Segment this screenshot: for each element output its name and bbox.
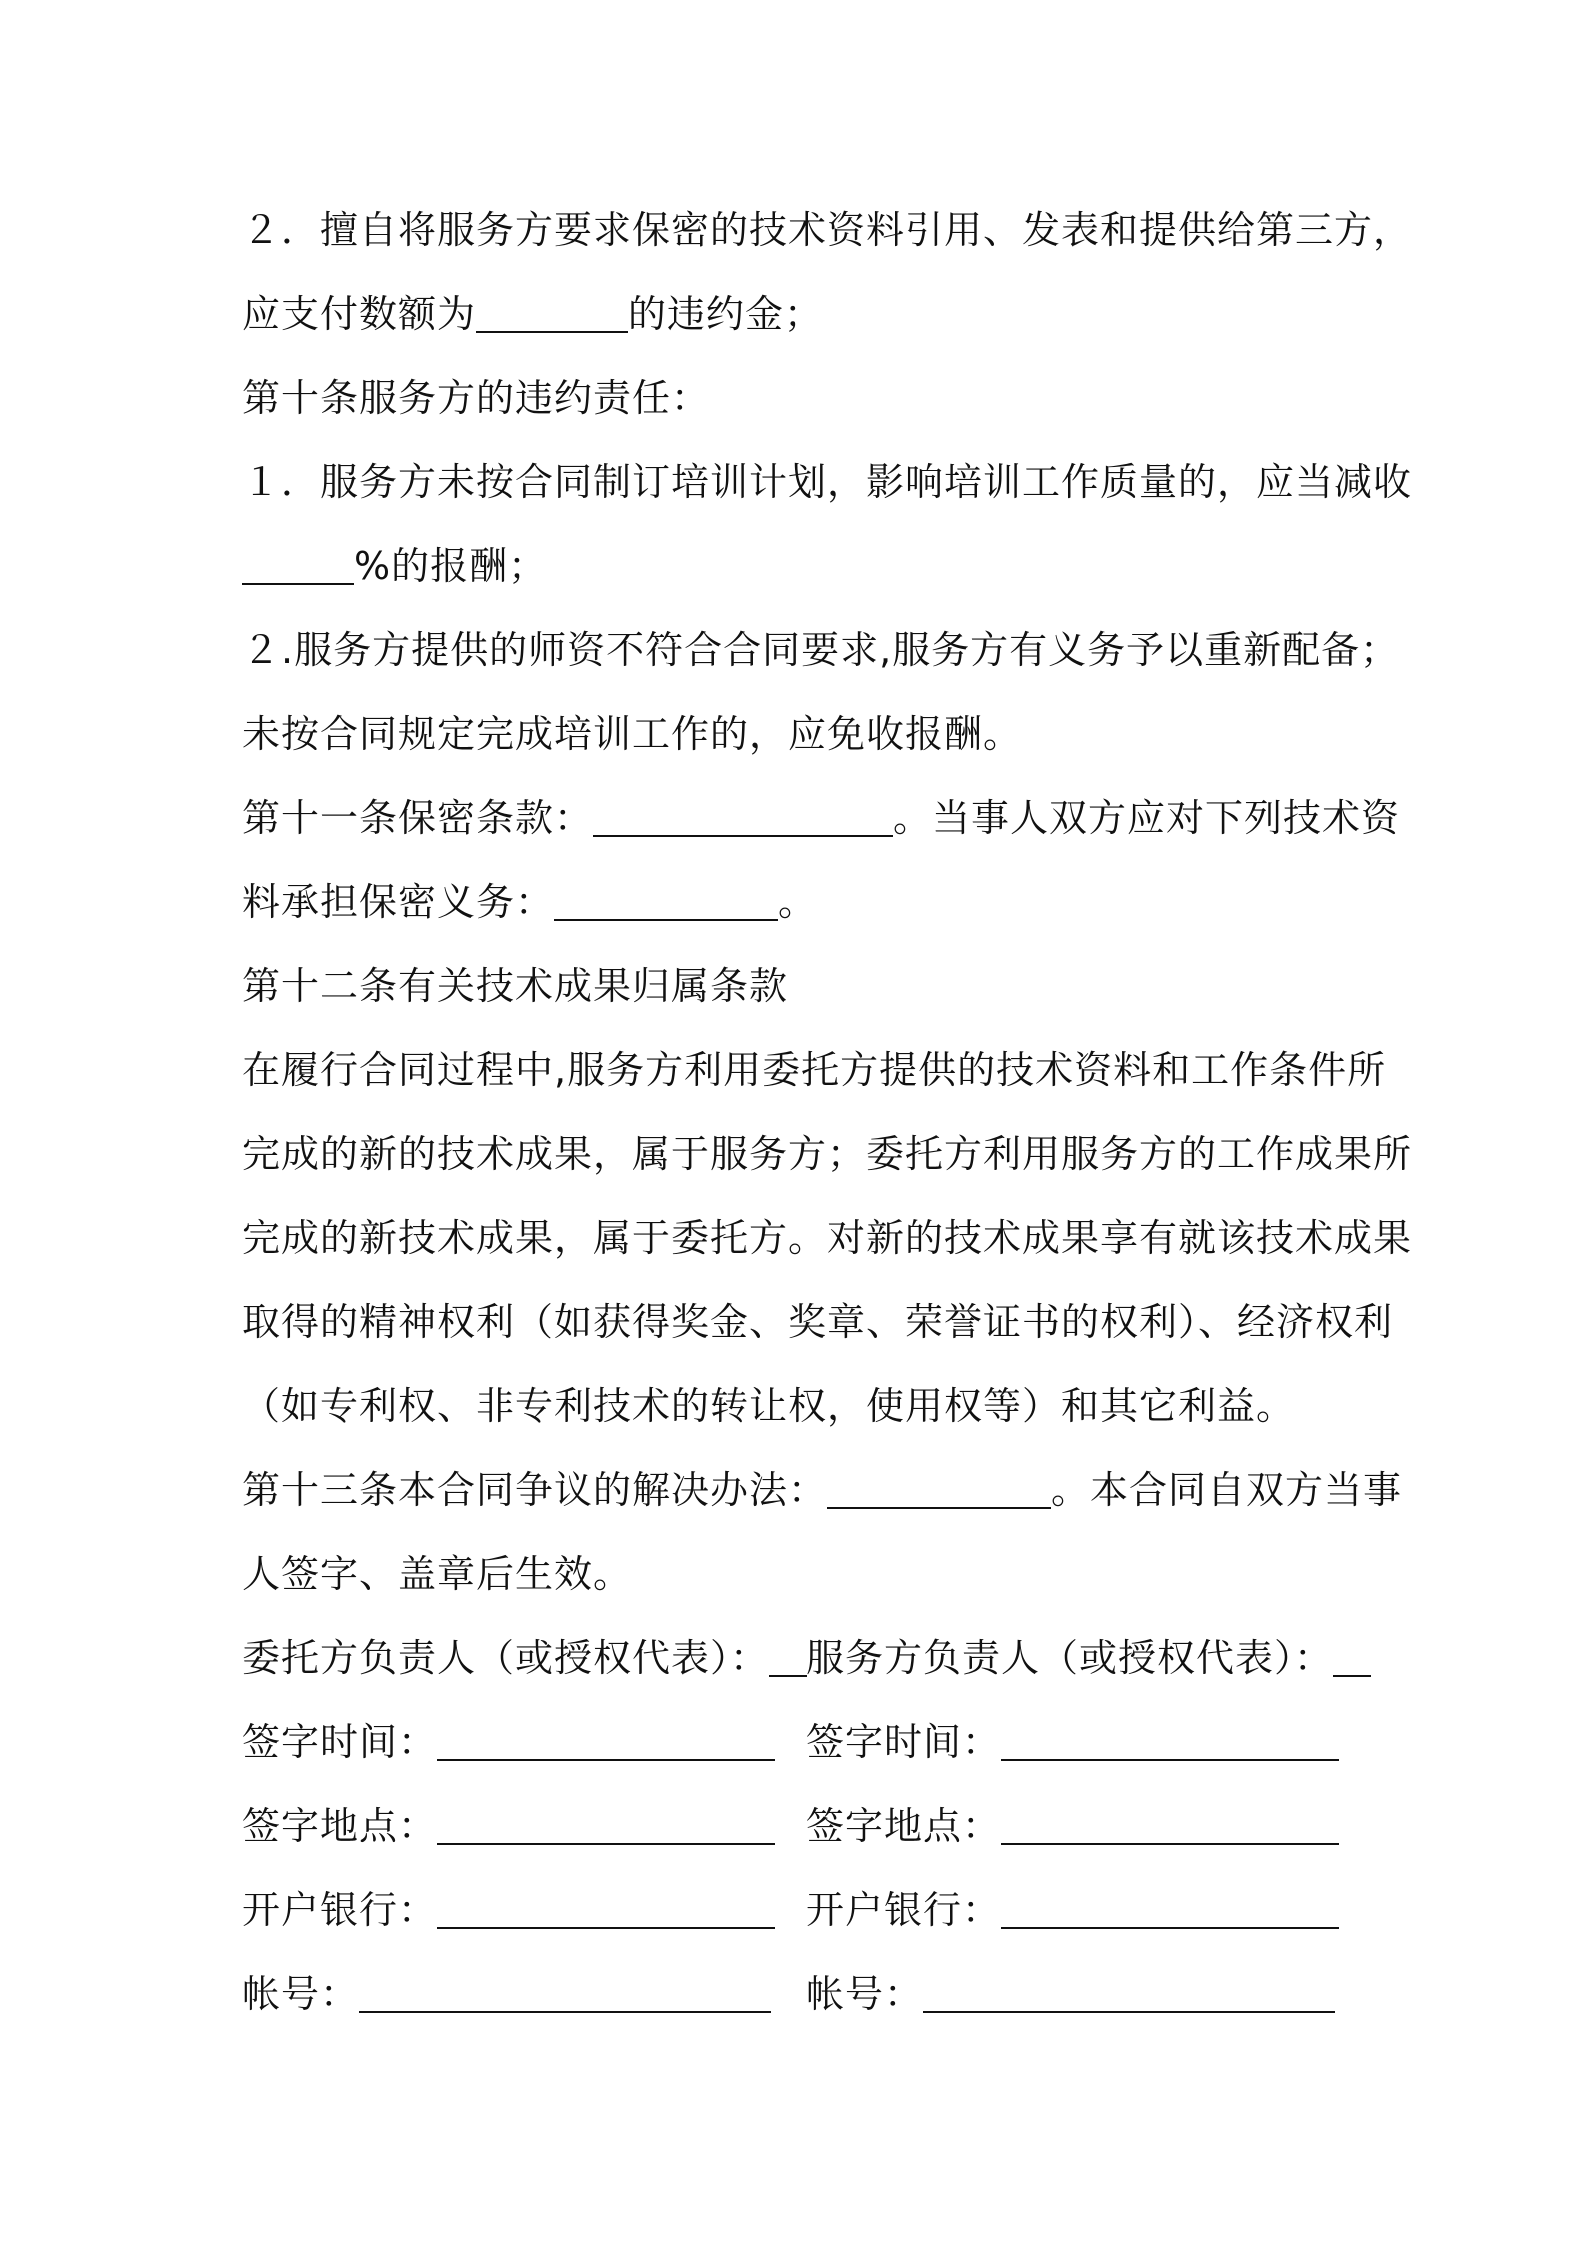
text: 第十三条本合同争议的解决办法： — [242, 1468, 828, 1512]
clause-10-item-2: ２.服务方提供的师资不符合合同要求,服务方有义务予以重新配备； — [242, 628, 1400, 672]
text: %的报酬； — [354, 544, 548, 588]
clause-12-body-2: 完成的新的技术成果，属于服务方；委托方利用服务方的工作成果所 — [242, 1132, 1413, 1176]
clause-12-body-3: 完成的新技术成果，属于委托方。对新的技术成果享有就该技术成果 — [242, 1216, 1413, 1260]
clause-12-body-4: 取得的精神权利（如获得奖金、奖章、荣誉证书的权利）、经济权利 — [242, 1300, 1394, 1344]
label: 帐号： — [242, 1972, 360, 2016]
blank-dispute-resolution — [827, 1467, 1051, 1509]
service-sign-place — [806, 1798, 1339, 1854]
clause-12-title: 第十二条有关技术成果归属条款 — [242, 964, 789, 1008]
service-bank — [806, 1882, 1339, 1938]
blank-client-rep — [769, 1635, 807, 1677]
clause-11 — [242, 790, 1400, 846]
clause-12-body-5: （如专利权、非专利技术的转让权，使用权等）和其它利益。 — [242, 1384, 1296, 1428]
service-rep-label — [806, 1630, 1371, 1686]
text: 。本合同自双方当事 — [1051, 1468, 1403, 1512]
blank-percent — [242, 543, 354, 585]
label: 开户银行： — [806, 1888, 1002, 1932]
text: 。当事人双方应对下列技术资 — [893, 796, 1401, 840]
client-bank — [242, 1882, 775, 1938]
label: 签字时间： — [806, 1720, 1002, 1764]
client-account — [242, 1966, 771, 2022]
client-rep-label — [242, 1630, 807, 1686]
text: 的违约金； — [628, 292, 824, 336]
label: 签字地点： — [242, 1804, 438, 1848]
text: 。 — [778, 880, 818, 924]
clause-13-cont: 人签字、盖章后生效。 — [242, 1552, 633, 1596]
blank-client-account — [359, 1971, 771, 2013]
blank-confidentiality — [593, 795, 893, 837]
blank-service-sign-place — [1001, 1803, 1339, 1845]
service-account — [806, 1966, 1335, 2022]
clause-12-body-1: 在履行合同过程中,服务方利用委托方提供的技术资料和工作条件所 — [242, 1048, 1387, 1092]
clause-9-item-2: ２．擅自将服务方要求保密的技术资料引用、发表和提供给第三方， — [242, 208, 1413, 252]
blank-service-rep — [1333, 1635, 1371, 1677]
clause-10-item-1: １．服务方未按合同制订培训计划，影响培训工作质量的，应当减收 — [242, 460, 1413, 504]
client-sign-time — [242, 1714, 775, 1770]
blank-amount — [476, 291, 628, 333]
label: 签字地点： — [806, 1804, 1002, 1848]
label: 委托方负责人（或授权代表）： — [242, 1636, 770, 1680]
clause-13 — [242, 1462, 1402, 1518]
blank-client-sign-place — [437, 1803, 775, 1845]
blank-service-bank — [1001, 1887, 1339, 1929]
service-sign-time — [806, 1714, 1339, 1770]
text: 应支付数额为 — [242, 292, 477, 336]
client-sign-place — [242, 1798, 775, 1854]
label: 签字时间： — [242, 1720, 438, 1764]
blank-client-sign-time — [437, 1719, 775, 1761]
blank-confidential-materials — [554, 879, 778, 921]
clause-9-item-2-cont — [242, 286, 823, 342]
clause-10-item-1-cont — [242, 538, 547, 594]
blank-service-account — [923, 1971, 1335, 2013]
label: 服务方负责人（或授权代表）： — [806, 1636, 1334, 1680]
blank-service-sign-time — [1001, 1719, 1339, 1761]
clause-10-title: 第十条服务方的违约责任： — [242, 376, 711, 420]
clause-10-item-2-cont: 未按合同规定完成培训工作的，应免收报酬。 — [242, 712, 1023, 756]
label: 帐号： — [806, 1972, 924, 2016]
label: 开户银行： — [242, 1888, 438, 1932]
blank-client-bank — [437, 1887, 775, 1929]
clause-11-cont — [242, 874, 817, 930]
text: 第十一条保密条款： — [242, 796, 594, 840]
text: 料承担保密义务： — [242, 880, 555, 924]
